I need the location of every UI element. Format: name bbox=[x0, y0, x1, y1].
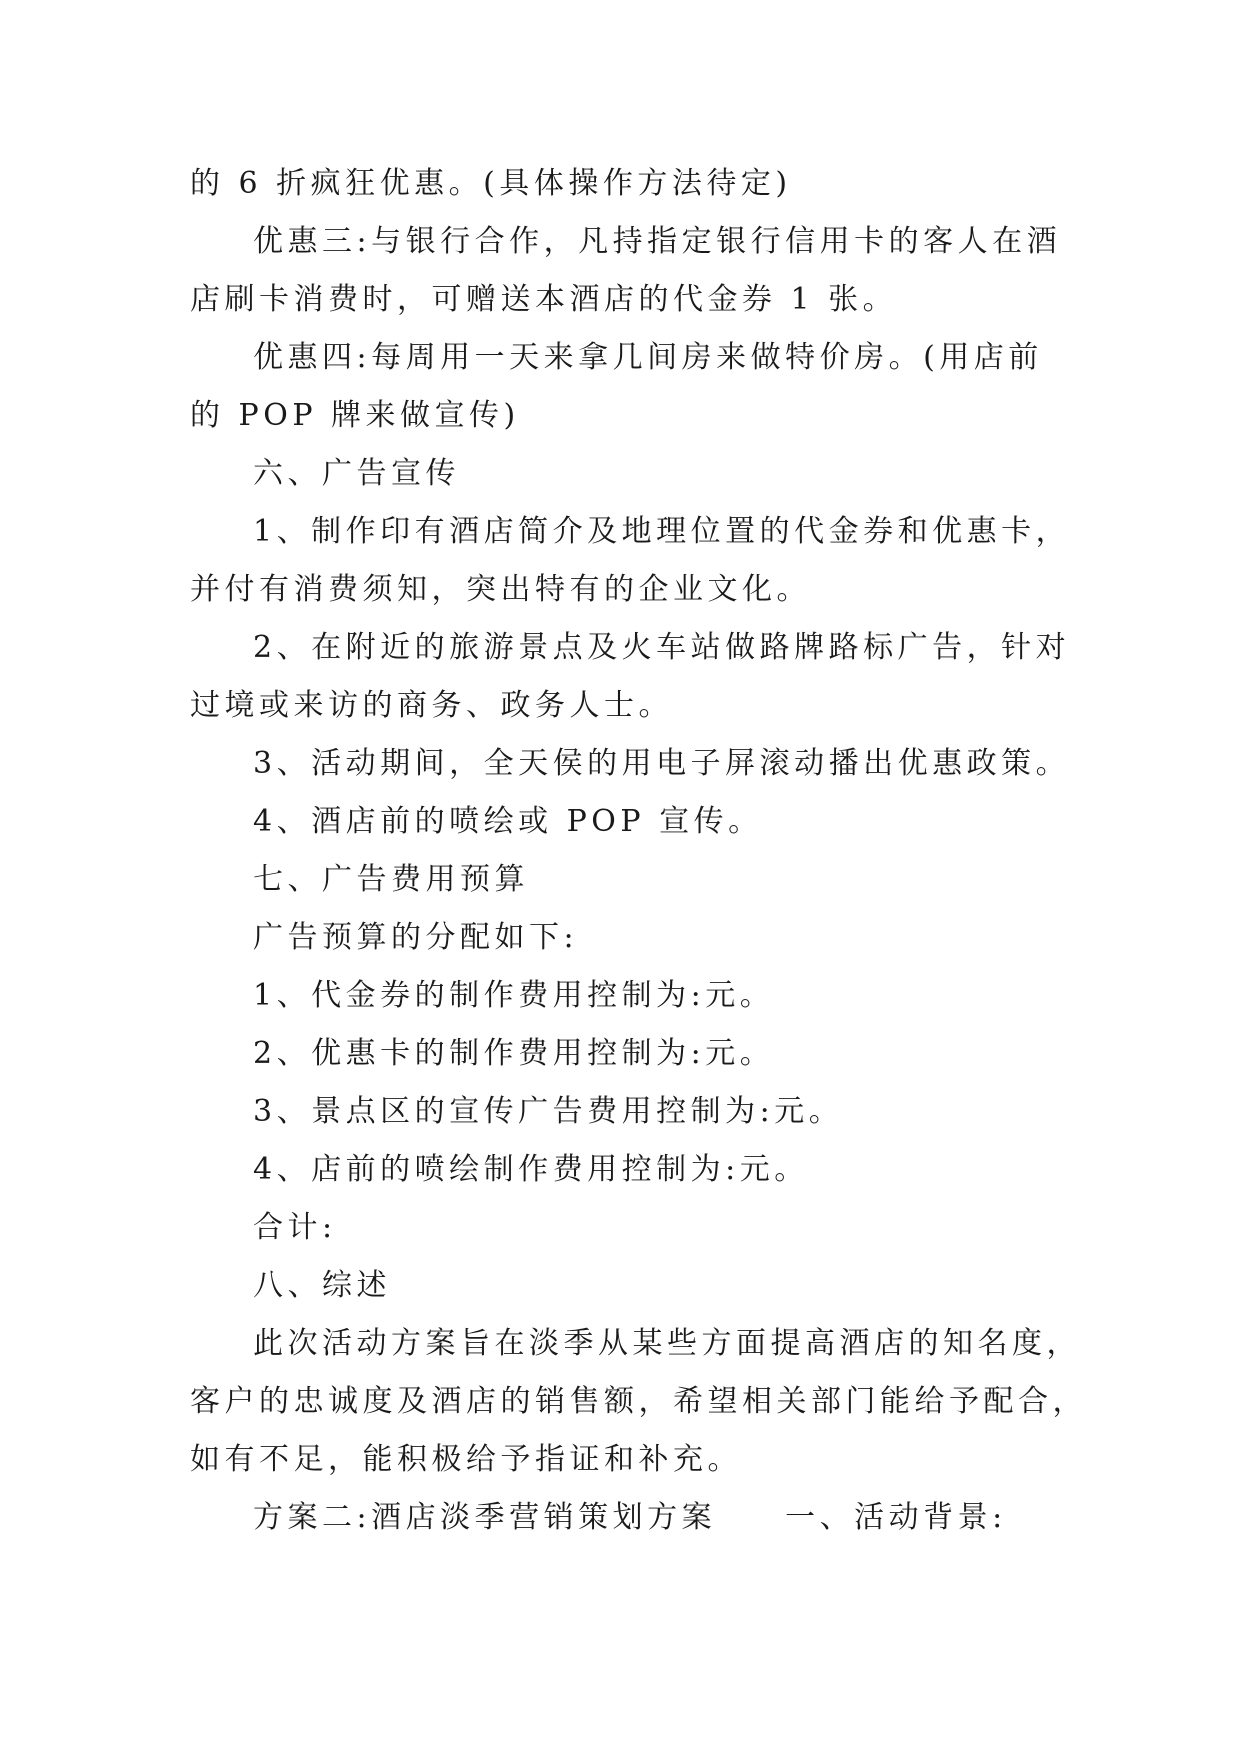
text-line: 广告预算的分配如下: bbox=[253, 920, 579, 955]
text-line: 此次活动方案旨在淡季从某些方面提高酒店的知名度， bbox=[253, 1326, 1081, 1361]
text-line: 方案二:酒店淡季营销策划方案 一、活动背景: bbox=[253, 1500, 1007, 1535]
text-line: 过境或来访的商务、政务人士。 bbox=[190, 688, 673, 723]
text-line: 1、代金券的制作费用控制为:元。 bbox=[253, 978, 775, 1013]
text-line: 1、制作印有酒店简介及地理位置的代金券和优惠卡， bbox=[253, 514, 1071, 549]
text-line: 并付有消费须知，突出特有的企业文化。 bbox=[190, 572, 811, 607]
text-line: 优惠三:与银行合作，凡持指定银行信用卡的客人在酒 bbox=[253, 224, 1062, 259]
text-line: 4、酒店前的喷绘或 POP 宣传。 bbox=[253, 804, 763, 839]
text-line: 2、优惠卡的制作费用控制为:元。 bbox=[253, 1036, 775, 1071]
text-line: 的 6 折疯狂优惠。(具体操作方法待定) bbox=[190, 166, 792, 201]
text-line: 店刷卡消费时，可赠送本酒店的代金券 1 张。 bbox=[190, 282, 898, 317]
section-heading: 七、广告费用预算 bbox=[253, 862, 529, 897]
text-line: 客户的忠诚度及酒店的销售额，希望相关部门能给予配合， bbox=[190, 1384, 1087, 1419]
section-heading: 八、综述 bbox=[253, 1268, 391, 1303]
text-line: 的 POP 牌来做宣传) bbox=[190, 398, 520, 433]
section-heading: 六、广告宣传 bbox=[253, 456, 460, 491]
text-line: 2、在附近的旅游景点及火车站做路牌路标广告，针对 bbox=[253, 630, 1071, 665]
text-line: 4、店前的喷绘制作费用控制为:元。 bbox=[253, 1152, 809, 1187]
text-line: 3、活动期间，全天侯的用电子屏滚动播出优惠政策。 bbox=[253, 746, 1071, 781]
text-line: 合计: bbox=[253, 1210, 337, 1245]
text-line: 3、景点区的宣传广告费用控制为:元。 bbox=[253, 1094, 844, 1129]
text-line: 优惠四:每周用一天来拿几间房来做特价房。(用店前 bbox=[253, 340, 1043, 375]
document-body bbox=[190, 155, 1087, 1547]
text-line: 如有不足，能积极给予指证和补充。 bbox=[190, 1442, 742, 1477]
